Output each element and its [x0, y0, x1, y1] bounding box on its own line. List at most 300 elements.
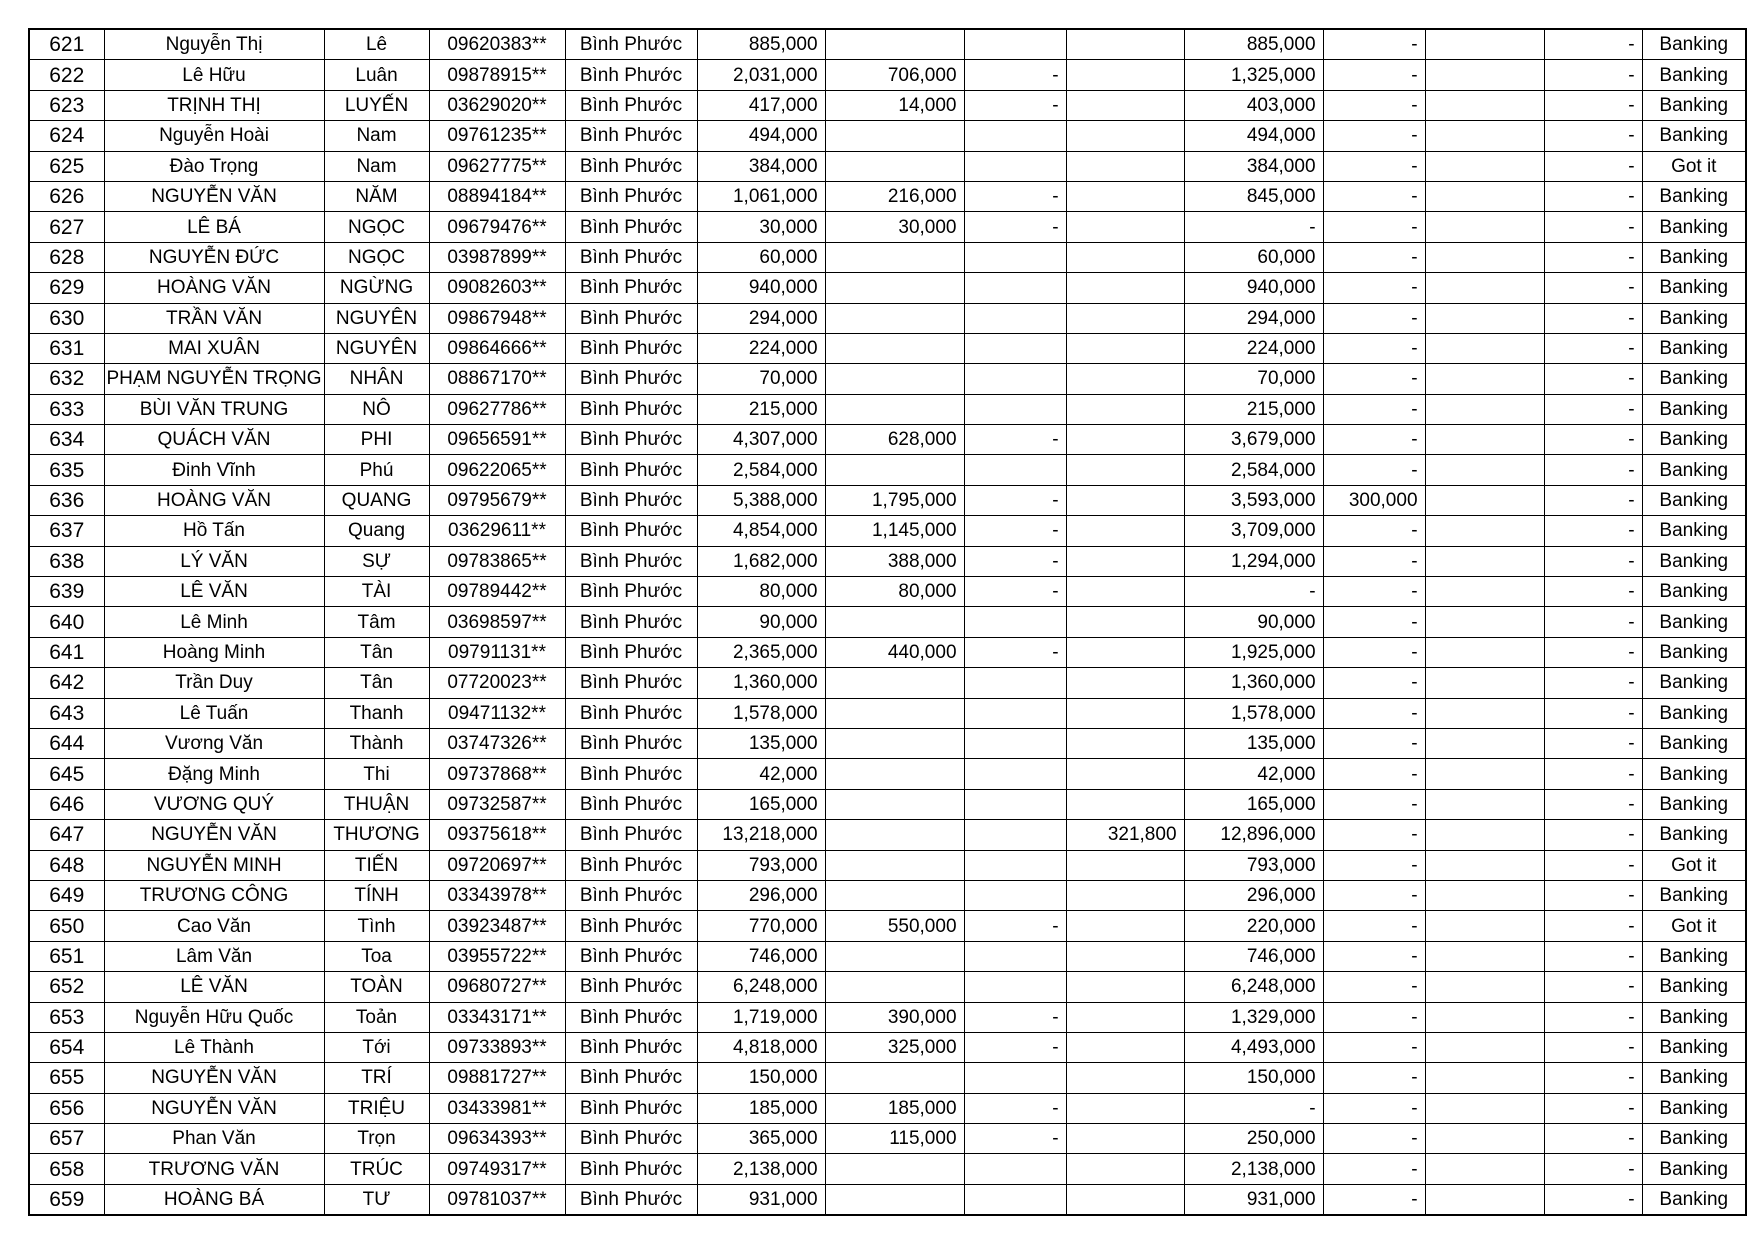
- dash-col-b-cell: -: [1544, 364, 1642, 394]
- empty-col-cell: [1425, 242, 1544, 272]
- given-name-cell: Quang: [324, 516, 429, 546]
- given-name-cell: THƯƠNG: [324, 820, 429, 850]
- empty-col-cell: [1425, 29, 1544, 60]
- total-amount-cell: 1,719,000: [697, 1002, 825, 1032]
- extra-amount-cell: [1066, 1184, 1184, 1215]
- total-amount-cell: 1,360,000: [697, 668, 825, 698]
- bonus-amount-cell: -: [1323, 728, 1425, 758]
- row-number-cell: 651: [29, 941, 104, 971]
- given-name-cell: Nam: [324, 121, 429, 151]
- payment-method-cell: Banking: [1642, 364, 1746, 394]
- empty-col-cell: [1425, 1063, 1544, 1093]
- table-row: [29, 546, 1746, 576]
- province-cell: Bình Phước: [565, 728, 697, 758]
- dash-col-a-cell: [964, 789, 1066, 819]
- bonus-amount-cell: -: [1323, 181, 1425, 211]
- family-name-cell: TRƯƠNG VĂN: [104, 1154, 324, 1184]
- payment-method-cell: Banking: [1642, 1124, 1746, 1154]
- payment-method-cell: Banking: [1642, 1154, 1746, 1184]
- extra-amount-cell: [1066, 151, 1184, 181]
- province-cell: Bình Phước: [565, 637, 697, 667]
- bonus-amount-cell: -: [1323, 273, 1425, 303]
- given-name-cell: Lê: [324, 29, 429, 60]
- total-amount-cell: 931,000: [697, 1184, 825, 1215]
- row-number-cell: 627: [29, 212, 104, 242]
- net-amount-cell: 215,000: [1184, 394, 1323, 424]
- deducted-amount-cell: 115,000: [825, 1124, 964, 1154]
- dash-col-a-cell: [964, 455, 1066, 485]
- extra-amount-cell: [1066, 607, 1184, 637]
- dash-col-a-cell: [964, 668, 1066, 698]
- family-name-cell: Đinh Vĩnh: [104, 455, 324, 485]
- bonus-amount-cell: -: [1323, 425, 1425, 455]
- total-amount-cell: 2,365,000: [697, 637, 825, 667]
- table-row: [29, 668, 1746, 698]
- payment-method-cell: Banking: [1642, 759, 1746, 789]
- family-name-cell: NGUYỄN VĂN: [104, 820, 324, 850]
- net-amount-cell: 12,896,000: [1184, 820, 1323, 850]
- total-amount-cell: 224,000: [697, 333, 825, 363]
- dash-col-a-cell: -: [964, 60, 1066, 90]
- empty-col-cell: [1425, 607, 1544, 637]
- extra-amount-cell: [1066, 728, 1184, 758]
- payment-method-cell: Banking: [1642, 668, 1746, 698]
- dash-col-b-cell: -: [1544, 577, 1642, 607]
- extra-amount-cell: [1066, 60, 1184, 90]
- dash-col-a-cell: [964, 850, 1066, 880]
- net-amount-cell: 793,000: [1184, 850, 1323, 880]
- deducted-amount-cell: 388,000: [825, 546, 964, 576]
- dash-col-b-cell: -: [1544, 728, 1642, 758]
- total-amount-cell: 165,000: [697, 789, 825, 819]
- bonus-amount-cell: -: [1323, 820, 1425, 850]
- net-amount-cell: 3,709,000: [1184, 516, 1323, 546]
- bonus-amount-cell: -: [1323, 364, 1425, 394]
- dash-col-a-cell: -: [964, 485, 1066, 515]
- province-cell: Bình Phước: [565, 121, 697, 151]
- total-amount-cell: 365,000: [697, 1124, 825, 1154]
- payment-method-cell: Banking: [1642, 698, 1746, 728]
- dash-col-b-cell: -: [1544, 607, 1642, 637]
- family-name-cell: Trần Duy: [104, 668, 324, 698]
- dash-col-b-cell: -: [1544, 911, 1642, 941]
- payment-method-cell: Banking: [1642, 607, 1746, 637]
- table-row: [29, 242, 1746, 272]
- family-name-cell: Lê Hữu: [104, 60, 324, 90]
- row-number-cell: 621: [29, 29, 104, 60]
- dash-col-b-cell: -: [1544, 1184, 1642, 1215]
- province-cell: Bình Phước: [565, 668, 697, 698]
- payment-method-cell: Banking: [1642, 90, 1746, 120]
- net-amount-cell: 1,578,000: [1184, 698, 1323, 728]
- deducted-amount-cell: [825, 789, 964, 819]
- family-name-cell: HOÀNG VĂN: [104, 273, 324, 303]
- dash-col-a-cell: [964, 303, 1066, 333]
- deducted-amount-cell: [825, 1063, 964, 1093]
- row-number-cell: 636: [29, 485, 104, 515]
- phone-number-cell: 07720023**: [429, 668, 565, 698]
- family-name-cell: LÊ BÁ: [104, 212, 324, 242]
- deducted-amount-cell: [825, 820, 964, 850]
- deducted-amount-cell: [825, 242, 964, 272]
- dash-col-b-cell: -: [1544, 789, 1642, 819]
- dash-col-a-cell: -: [964, 1032, 1066, 1062]
- phone-number-cell: 03698597**: [429, 607, 565, 637]
- table-row: [29, 121, 1746, 151]
- dash-col-a-cell: [964, 394, 1066, 424]
- dash-col-a-cell: [964, 333, 1066, 363]
- phone-number-cell: 09634393**: [429, 1124, 565, 1154]
- payment-method-cell: Banking: [1642, 789, 1746, 819]
- extra-amount-cell: [1066, 759, 1184, 789]
- total-amount-cell: 940,000: [697, 273, 825, 303]
- given-name-cell: NGUYÊN: [324, 333, 429, 363]
- deducted-amount-cell: [825, 698, 964, 728]
- dash-col-b-cell: -: [1544, 759, 1642, 789]
- dash-col-a-cell: [964, 364, 1066, 394]
- dash-col-b-cell: -: [1544, 273, 1642, 303]
- deducted-amount-cell: [825, 29, 964, 60]
- family-name-cell: NGUYỄN VĂN: [104, 181, 324, 211]
- extra-amount-cell: [1066, 212, 1184, 242]
- given-name-cell: Phú: [324, 455, 429, 485]
- table-row: [29, 941, 1746, 971]
- bonus-amount-cell: -: [1323, 850, 1425, 880]
- dash-col-a-cell: -: [964, 425, 1066, 455]
- deducted-amount-cell: [825, 941, 964, 971]
- dash-col-b-cell: -: [1544, 121, 1642, 151]
- deducted-amount-cell: 628,000: [825, 425, 964, 455]
- phone-number-cell: 03343171**: [429, 1002, 565, 1032]
- given-name-cell: TÍNH: [324, 880, 429, 910]
- dash-col-b-cell: -: [1544, 1063, 1642, 1093]
- phone-number-cell: 09781037**: [429, 1184, 565, 1215]
- total-amount-cell: 2,584,000: [697, 455, 825, 485]
- bonus-amount-cell: -: [1323, 911, 1425, 941]
- row-number-cell: 640: [29, 607, 104, 637]
- province-cell: Bình Phước: [565, 181, 697, 211]
- total-amount-cell: 1,061,000: [697, 181, 825, 211]
- given-name-cell: TRIỆU: [324, 1093, 429, 1123]
- row-number-cell: 646: [29, 789, 104, 819]
- bonus-amount-cell: -: [1323, 60, 1425, 90]
- given-name-cell: Thành: [324, 728, 429, 758]
- dash-col-a-cell: [964, 273, 1066, 303]
- empty-col-cell: [1425, 455, 1544, 485]
- payment-method-cell: Banking: [1642, 425, 1746, 455]
- province-cell: Bình Phước: [565, 151, 697, 181]
- family-name-cell: PHẠM NGUYỄN TRỌNG: [104, 364, 324, 394]
- payment-method-cell: Banking: [1642, 394, 1746, 424]
- family-name-cell: NGUYỄN VĂN: [104, 1093, 324, 1123]
- deducted-amount-cell: 390,000: [825, 1002, 964, 1032]
- total-amount-cell: 793,000: [697, 850, 825, 880]
- empty-col-cell: [1425, 759, 1544, 789]
- net-amount-cell: 165,000: [1184, 789, 1323, 819]
- dash-col-b-cell: -: [1544, 1093, 1642, 1123]
- table-row: [29, 181, 1746, 211]
- province-cell: Bình Phước: [565, 941, 697, 971]
- row-number-cell: 654: [29, 1032, 104, 1062]
- province-cell: Bình Phước: [565, 1184, 697, 1215]
- row-number-cell: 626: [29, 181, 104, 211]
- bonus-amount-cell: -: [1323, 1093, 1425, 1123]
- dash-col-a-cell: -: [964, 90, 1066, 120]
- bonus-amount-cell: -: [1323, 607, 1425, 637]
- empty-col-cell: [1425, 972, 1544, 1002]
- province-cell: Bình Phước: [565, 364, 697, 394]
- table-row: [29, 212, 1746, 242]
- row-number-cell: 653: [29, 1002, 104, 1032]
- table-row: [29, 425, 1746, 455]
- net-amount-cell: 90,000: [1184, 607, 1323, 637]
- net-amount-cell: 60,000: [1184, 242, 1323, 272]
- empty-col-cell: [1425, 1184, 1544, 1215]
- dash-col-b-cell: -: [1544, 637, 1642, 667]
- phone-number-cell: 03629611**: [429, 516, 565, 546]
- phone-number-cell: 08867170**: [429, 364, 565, 394]
- bonus-amount-cell: -: [1323, 29, 1425, 60]
- total-amount-cell: 4,818,000: [697, 1032, 825, 1062]
- net-amount-cell: 1,294,000: [1184, 546, 1323, 576]
- province-cell: Bình Phước: [565, 972, 697, 1002]
- bonus-amount-cell: -: [1323, 789, 1425, 819]
- extra-amount-cell: [1066, 789, 1184, 819]
- deducted-amount-cell: [825, 364, 964, 394]
- row-number-cell: 643: [29, 698, 104, 728]
- bonus-amount-cell: -: [1323, 668, 1425, 698]
- province-cell: Bình Phước: [565, 303, 697, 333]
- dash-col-b-cell: -: [1544, 880, 1642, 910]
- extra-amount-cell: [1066, 516, 1184, 546]
- total-amount-cell: 80,000: [697, 577, 825, 607]
- row-number-cell: 632: [29, 364, 104, 394]
- given-name-cell: TRÚC: [324, 1154, 429, 1184]
- total-amount-cell: 294,000: [697, 303, 825, 333]
- family-name-cell: Lâm Văn: [104, 941, 324, 971]
- dash-col-b-cell: -: [1544, 333, 1642, 363]
- row-number-cell: 659: [29, 1184, 104, 1215]
- province-cell: Bình Phước: [565, 546, 697, 576]
- total-amount-cell: 770,000: [697, 911, 825, 941]
- table-row: [29, 90, 1746, 120]
- deducted-amount-cell: 14,000: [825, 90, 964, 120]
- family-name-cell: LÊ VĂN: [104, 972, 324, 1002]
- row-number-cell: 657: [29, 1124, 104, 1154]
- province-cell: Bình Phước: [565, 333, 697, 363]
- given-name-cell: SỰ: [324, 546, 429, 576]
- phone-number-cell: 03343978**: [429, 880, 565, 910]
- family-name-cell: Hoàng Minh: [104, 637, 324, 667]
- row-number-cell: 645: [29, 759, 104, 789]
- family-name-cell: TRẦN VĂN: [104, 303, 324, 333]
- bonus-amount-cell: -: [1323, 151, 1425, 181]
- deducted-amount-cell: [825, 880, 964, 910]
- payment-method-cell: Banking: [1642, 1032, 1746, 1062]
- dash-col-a-cell: -: [964, 1124, 1066, 1154]
- empty-col-cell: [1425, 90, 1544, 120]
- bonus-amount-cell: -: [1323, 242, 1425, 272]
- payment-method-cell: Banking: [1642, 212, 1746, 242]
- extra-amount-cell: [1066, 1032, 1184, 1062]
- row-number-cell: 630: [29, 303, 104, 333]
- given-name-cell: Toản: [324, 1002, 429, 1032]
- row-number-cell: 655: [29, 1063, 104, 1093]
- table-row: [29, 333, 1746, 363]
- payment-method-cell: Banking: [1642, 820, 1746, 850]
- bonus-amount-cell: -: [1323, 1063, 1425, 1093]
- total-amount-cell: 6,248,000: [697, 972, 825, 1002]
- given-name-cell: NGỪNG: [324, 273, 429, 303]
- dash-col-a-cell: -: [964, 516, 1066, 546]
- total-amount-cell: 135,000: [697, 728, 825, 758]
- given-name-cell: NĂM: [324, 181, 429, 211]
- payment-method-cell: Banking: [1642, 972, 1746, 1002]
- net-amount-cell: 150,000: [1184, 1063, 1323, 1093]
- deducted-amount-cell: [825, 607, 964, 637]
- dash-col-a-cell: [964, 941, 1066, 971]
- extra-amount-cell: [1066, 668, 1184, 698]
- net-amount-cell: 2,138,000: [1184, 1154, 1323, 1184]
- row-number-cell: 634: [29, 425, 104, 455]
- row-number-cell: 647: [29, 820, 104, 850]
- dash-col-b-cell: -: [1544, 29, 1642, 60]
- given-name-cell: Tân: [324, 668, 429, 698]
- bonus-amount-cell: 300,000: [1323, 485, 1425, 515]
- net-amount-cell: -: [1184, 212, 1323, 242]
- given-name-cell: Thanh: [324, 698, 429, 728]
- table-row: [29, 698, 1746, 728]
- bonus-amount-cell: -: [1323, 90, 1425, 120]
- net-amount-cell: 294,000: [1184, 303, 1323, 333]
- family-name-cell: HOÀNG BÁ: [104, 1184, 324, 1215]
- phone-number-cell: 09864666**: [429, 333, 565, 363]
- dash-col-a-cell: -: [964, 212, 1066, 242]
- net-amount-cell: 42,000: [1184, 759, 1323, 789]
- given-name-cell: Thi: [324, 759, 429, 789]
- deducted-amount-cell: [825, 333, 964, 363]
- phone-number-cell: 09733893**: [429, 1032, 565, 1062]
- dash-col-b-cell: -: [1544, 425, 1642, 455]
- empty-col-cell: [1425, 1093, 1544, 1123]
- province-cell: Bình Phước: [565, 1093, 697, 1123]
- family-name-cell: BÙI VĂN TRUNG: [104, 394, 324, 424]
- bonus-amount-cell: -: [1323, 1154, 1425, 1184]
- net-amount-cell: 3,679,000: [1184, 425, 1323, 455]
- table-row: [29, 1063, 1746, 1093]
- phone-number-cell: 09732587**: [429, 789, 565, 819]
- net-amount-cell: 1,360,000: [1184, 668, 1323, 698]
- dash-col-a-cell: [964, 1063, 1066, 1093]
- phone-number-cell: 09761235**: [429, 121, 565, 151]
- province-cell: Bình Phước: [565, 759, 697, 789]
- province-cell: Bình Phước: [565, 394, 697, 424]
- row-number-cell: 629: [29, 273, 104, 303]
- given-name-cell: NHÂN: [324, 364, 429, 394]
- row-number-cell: 624: [29, 121, 104, 151]
- table-row: [29, 1124, 1746, 1154]
- dash-col-b-cell: -: [1544, 90, 1642, 120]
- payment-method-cell: Banking: [1642, 29, 1746, 60]
- bonus-amount-cell: -: [1323, 880, 1425, 910]
- dash-col-a-cell: -: [964, 1002, 1066, 1032]
- dash-col-a-cell: -: [964, 181, 1066, 211]
- dash-col-b-cell: -: [1544, 972, 1642, 1002]
- phone-number-cell: 03747326**: [429, 728, 565, 758]
- empty-col-cell: [1425, 880, 1544, 910]
- net-amount-cell: 931,000: [1184, 1184, 1323, 1215]
- empty-col-cell: [1425, 850, 1544, 880]
- extra-amount-cell: [1066, 941, 1184, 971]
- table-row: [29, 637, 1746, 667]
- empty-col-cell: [1425, 577, 1544, 607]
- phone-number-cell: 09789442**: [429, 577, 565, 607]
- bonus-amount-cell: -: [1323, 516, 1425, 546]
- given-name-cell: TOÀN: [324, 972, 429, 1002]
- payment-method-cell: Banking: [1642, 485, 1746, 515]
- total-amount-cell: 185,000: [697, 1093, 825, 1123]
- empty-col-cell: [1425, 364, 1544, 394]
- row-number-cell: 644: [29, 728, 104, 758]
- total-amount-cell: 90,000: [697, 607, 825, 637]
- phone-number-cell: 09679476**: [429, 212, 565, 242]
- extra-amount-cell: [1066, 121, 1184, 151]
- extra-amount-cell: [1066, 1002, 1184, 1032]
- empty-col-cell: [1425, 546, 1544, 576]
- bonus-amount-cell: -: [1323, 698, 1425, 728]
- net-amount-cell: 403,000: [1184, 90, 1323, 120]
- dash-col-b-cell: -: [1544, 455, 1642, 485]
- net-amount-cell: 746,000: [1184, 941, 1323, 971]
- province-cell: Bình Phước: [565, 1002, 697, 1032]
- phone-number-cell: 09471132**: [429, 698, 565, 728]
- given-name-cell: Tân: [324, 637, 429, 667]
- net-amount-cell: 845,000: [1184, 181, 1323, 211]
- given-name-cell: Trọn: [324, 1124, 429, 1154]
- dash-col-b-cell: -: [1544, 151, 1642, 181]
- deducted-amount-cell: 1,795,000: [825, 485, 964, 515]
- empty-col-cell: [1425, 425, 1544, 455]
- bonus-amount-cell: -: [1323, 972, 1425, 1002]
- table-row: [29, 577, 1746, 607]
- dash-col-b-cell: -: [1544, 850, 1642, 880]
- dash-col-b-cell: -: [1544, 698, 1642, 728]
- given-name-cell: TRÍ: [324, 1063, 429, 1093]
- bonus-amount-cell: -: [1323, 1002, 1425, 1032]
- deducted-amount-cell: [825, 151, 964, 181]
- family-name-cell: Phan Văn: [104, 1124, 324, 1154]
- dash-col-a-cell: [964, 698, 1066, 728]
- net-amount-cell: 70,000: [1184, 364, 1323, 394]
- phone-number-cell: 09720697**: [429, 850, 565, 880]
- province-cell: Bình Phước: [565, 516, 697, 546]
- total-amount-cell: 30,000: [697, 212, 825, 242]
- net-amount-cell: 1,925,000: [1184, 637, 1323, 667]
- family-name-cell: HOÀNG VĂN: [104, 485, 324, 515]
- given-name-cell: Tình: [324, 911, 429, 941]
- total-amount-cell: 42,000: [697, 759, 825, 789]
- deducted-amount-cell: 440,000: [825, 637, 964, 667]
- dash-col-b-cell: -: [1544, 212, 1642, 242]
- empty-col-cell: [1425, 60, 1544, 90]
- phone-number-cell: 09680727**: [429, 972, 565, 1002]
- family-name-cell: Nguyễn Hữu Quốc: [104, 1002, 324, 1032]
- deducted-amount-cell: [825, 759, 964, 789]
- phone-number-cell: 09867948**: [429, 303, 565, 333]
- empty-col-cell: [1425, 1002, 1544, 1032]
- phone-number-cell: 03433981**: [429, 1093, 565, 1123]
- table-row: [29, 1032, 1746, 1062]
